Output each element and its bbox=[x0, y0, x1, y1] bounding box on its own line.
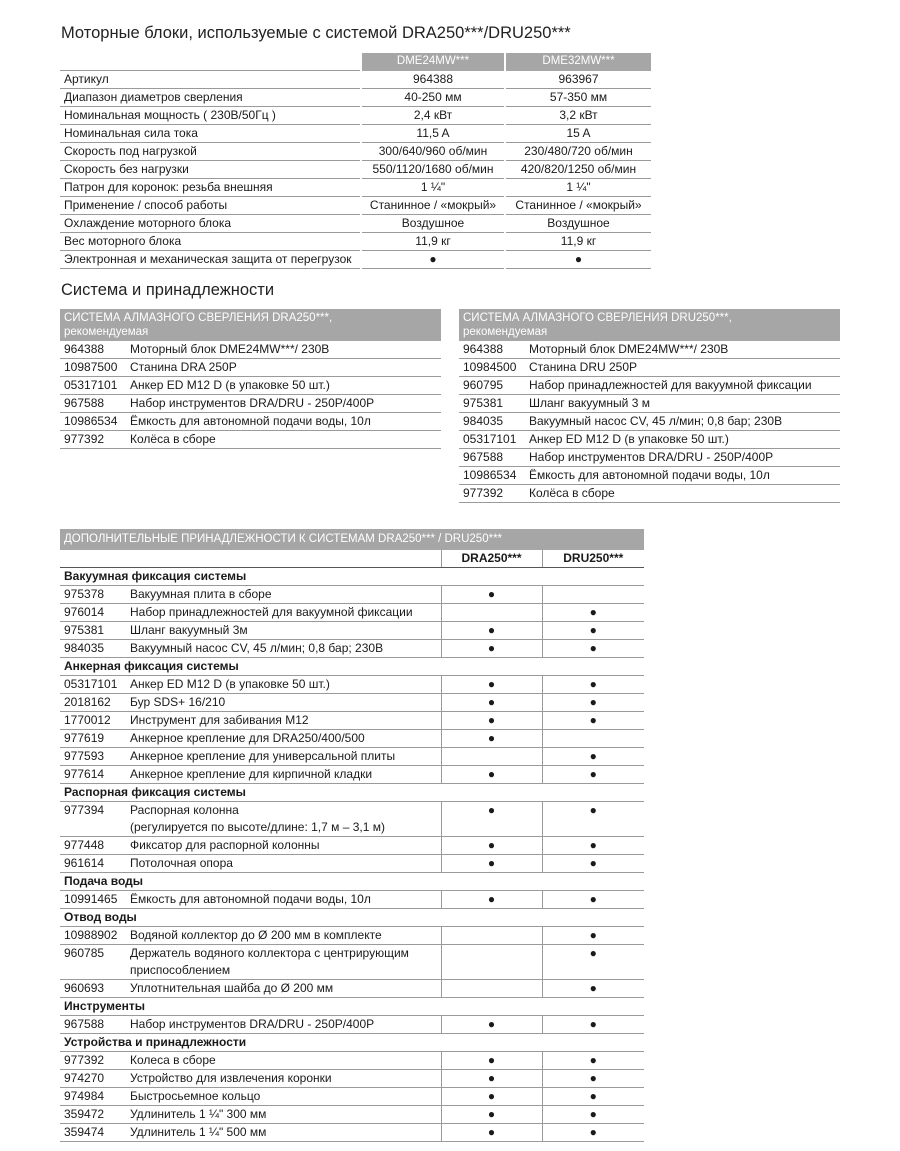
dru-compatibility: ● bbox=[542, 748, 644, 766]
item-name: Моторный блок DME24MW***/ 230B bbox=[525, 341, 840, 359]
dru-compatibility: ● bbox=[542, 676, 644, 694]
spec-value-dme32: 11,9 кг bbox=[505, 233, 651, 251]
dru-system-row bbox=[459, 341, 840, 359]
spec-row bbox=[60, 197, 651, 215]
item-name-cell bbox=[126, 980, 441, 998]
accessory-row bbox=[60, 891, 644, 909]
spec-value-dme32: Станинное / «мокрый» bbox=[505, 197, 651, 215]
spec-value-dme32: Воздушное bbox=[505, 215, 651, 233]
item-name: Колёса в сборе bbox=[525, 485, 840, 503]
item-name-cell bbox=[126, 748, 441, 766]
item-name-cell bbox=[126, 837, 441, 855]
item-name-cell bbox=[126, 802, 441, 837]
spec-label: Скорость под нагрузкой bbox=[60, 143, 361, 161]
accessory-row bbox=[60, 640, 644, 658]
item-name: Ёмкость для автономной подачи воды, 10л bbox=[126, 413, 441, 431]
article-number: 960785 bbox=[60, 945, 126, 980]
accessory-row bbox=[60, 748, 644, 766]
item-name: Анкер ED M12 D (в упаковке 50 шт.) bbox=[126, 377, 441, 395]
dru-compatibility bbox=[542, 730, 644, 748]
group-title: Анкерная фиксация системы bbox=[60, 658, 644, 676]
dru-system-row bbox=[459, 485, 840, 503]
dra-compatibility: ● bbox=[441, 694, 542, 712]
group-row bbox=[60, 1034, 644, 1052]
article-number: 977392 bbox=[60, 1052, 126, 1070]
article-number: 10988902 bbox=[60, 927, 126, 945]
dru-compatibility: ● bbox=[542, 622, 644, 640]
item-name-cell bbox=[126, 891, 441, 909]
dra-compatibility: ● bbox=[441, 1070, 542, 1088]
group-title: Инструменты bbox=[60, 998, 644, 1016]
item-name-cell bbox=[126, 927, 441, 945]
dra-compatibility: ● bbox=[441, 622, 542, 640]
article-number: 967588 bbox=[60, 395, 126, 413]
dru-compatibility: ● bbox=[542, 604, 644, 622]
article-number: 05317101 bbox=[60, 377, 126, 395]
article-number: 359474 bbox=[60, 1124, 126, 1142]
accessory-row bbox=[60, 945, 644, 980]
item-name-cell bbox=[126, 622, 441, 640]
item-name: Анкерное крепление для кирпичной кладки bbox=[130, 767, 373, 781]
item-name-cell bbox=[126, 694, 441, 712]
spec-value-dme24: 550/1120/1680 об/мин bbox=[361, 161, 505, 179]
article-number: 977448 bbox=[60, 837, 126, 855]
accessory-row bbox=[60, 1106, 644, 1124]
spec-row bbox=[60, 143, 651, 161]
item-name: Вакуумный насос CV, 45 л/мин; 0,8 бар; 230B bbox=[525, 413, 840, 431]
spec-label: Номинальная сила тока bbox=[60, 125, 361, 143]
article-number: 976014 bbox=[60, 604, 126, 622]
item-name: Уплотнительная шайба до Ø 200 мм bbox=[130, 981, 334, 995]
dru-system-row bbox=[459, 377, 840, 395]
article-number: 974984 bbox=[60, 1088, 126, 1106]
group-row bbox=[60, 658, 644, 676]
item-name: Набор принадлежностей для вакуумной фиксации bbox=[525, 377, 840, 395]
spec-label: Диапазон диаметров сверления bbox=[60, 89, 361, 107]
item-name-cell bbox=[126, 855, 441, 873]
spec-value-dme24: 964388 bbox=[361, 71, 505, 89]
article-number: 984035 bbox=[60, 640, 126, 658]
accessory-row bbox=[60, 712, 644, 730]
article-number: 967588 bbox=[459, 449, 525, 467]
accessories-table bbox=[60, 529, 644, 1142]
dra-compatibility: ● bbox=[441, 1016, 542, 1034]
article-number: 2018162 bbox=[60, 694, 126, 712]
item-name: Потолочная опора bbox=[130, 856, 233, 870]
dra-system-header: СИСТЕМА АЛМАЗНОГО СВЕРЛЕНИЯ DRA250***, рекомендуемая bbox=[60, 309, 441, 341]
dru-compatibility: ● bbox=[542, 1088, 644, 1106]
spec-value-dme24: Воздушное bbox=[361, 215, 505, 233]
item-name: Набор инструментов DRA/DRU - 250P/400P bbox=[126, 395, 441, 413]
item-name-cell bbox=[126, 730, 441, 748]
item-name-cell bbox=[126, 586, 441, 604]
column-header-dru: DRU250*** bbox=[542, 550, 644, 568]
item-name: Удлинитель 1 ¼" 500 мм bbox=[130, 1125, 267, 1139]
spec-value-dme24: 2,4 кВт bbox=[361, 107, 505, 125]
accessory-row bbox=[60, 676, 644, 694]
article-number: 359472 bbox=[60, 1106, 126, 1124]
accessory-row bbox=[60, 1052, 644, 1070]
item-name-cell bbox=[126, 945, 441, 980]
dru-compatibility: ● bbox=[542, 1070, 644, 1088]
dra-compatibility: ● bbox=[441, 766, 542, 784]
dra-compatibility: ● bbox=[441, 712, 542, 730]
dru-compatibility: ● bbox=[542, 1124, 644, 1142]
dra-compatibility: ● bbox=[441, 1106, 542, 1124]
article-number: 977614 bbox=[60, 766, 126, 784]
spec-label: Патрон для коронок: резьба внешняя bbox=[60, 179, 361, 197]
item-name: Удлинитель 1 ¼" 300 мм bbox=[130, 1107, 267, 1121]
spec-value-dme24: ● bbox=[361, 251, 505, 269]
dra-compatibility bbox=[441, 604, 542, 622]
group-row bbox=[60, 784, 644, 802]
item-name: Анкер ED M12 D (в упаковке 50 шт.) bbox=[525, 431, 840, 449]
accessory-row bbox=[60, 837, 644, 855]
dru-compatibility: ● bbox=[542, 712, 644, 730]
accessory-row bbox=[60, 855, 644, 873]
item-name-cell bbox=[126, 712, 441, 730]
spec-label: Вес моторного блока bbox=[60, 233, 361, 251]
dru-system-header: СИСТЕМА АЛМАЗНОГО СВЕРЛЕНИЯ DRU250***, рекомендуемая bbox=[459, 309, 840, 341]
group-row bbox=[60, 998, 644, 1016]
spec-value-dme32: 1 ¼" bbox=[505, 179, 651, 197]
dra-system-row bbox=[60, 413, 441, 431]
item-name-cell bbox=[126, 1106, 441, 1124]
article-number: 10986534 bbox=[459, 467, 525, 485]
dru-compatibility: ● bbox=[542, 802, 644, 837]
dru-system-row bbox=[459, 431, 840, 449]
dra-compatibility: ● bbox=[441, 891, 542, 909]
article-number: 977619 bbox=[60, 730, 126, 748]
item-name-line2: (регулируется по высоте/длине: 1,7 м – 3,1 м) bbox=[130, 820, 385, 834]
article-number: 974270 bbox=[60, 1070, 126, 1088]
item-name: Распорная колонна bbox=[130, 803, 239, 817]
article-number: 05317101 bbox=[459, 431, 525, 449]
article-number: 977593 bbox=[60, 748, 126, 766]
group-title: Вакуумная фиксация системы bbox=[60, 568, 644, 586]
item-name-cell bbox=[126, 1124, 441, 1142]
accessory-row bbox=[60, 1088, 644, 1106]
spec-row bbox=[60, 251, 651, 269]
item-name: Фиксатор для распорной колонны bbox=[130, 838, 320, 852]
article-number: 967588 bbox=[60, 1016, 126, 1034]
spec-label: Электронная и механическая защита от перегрузок bbox=[60, 251, 361, 269]
item-name: Моторный блок DME24MW***/ 230B bbox=[126, 341, 441, 359]
motor-specs-table bbox=[60, 53, 651, 269]
dra-system-row bbox=[60, 377, 441, 395]
dru-compatibility: ● bbox=[542, 766, 644, 784]
article-number: 960693 bbox=[60, 980, 126, 998]
dra-compatibility: ● bbox=[441, 730, 542, 748]
item-name: Набор инструментов DRA/DRU - 250P/400P bbox=[130, 1017, 375, 1031]
dru-compatibility: ● bbox=[542, 855, 644, 873]
article-number: 975381 bbox=[459, 395, 525, 413]
dru-compatibility: ● bbox=[542, 694, 644, 712]
item-name: Вакуумная плита в сборе bbox=[130, 587, 272, 601]
dru-system-row bbox=[459, 449, 840, 467]
accessory-row bbox=[60, 730, 644, 748]
dru-system-table bbox=[459, 309, 840, 503]
item-name: Анкерное крепление для универсальной плиты bbox=[130, 749, 396, 763]
accessory-row bbox=[60, 1016, 644, 1034]
spec-row bbox=[60, 89, 651, 107]
dra-compatibility: ● bbox=[441, 586, 542, 604]
spec-row bbox=[60, 161, 651, 179]
item-name-cell bbox=[126, 1088, 441, 1106]
spec-value-dme24: 300/640/960 об/мин bbox=[361, 143, 505, 161]
column-header-dra: DRA250*** bbox=[441, 550, 542, 568]
spec-value-dme24: 11,9 кг bbox=[361, 233, 505, 251]
item-name: Шланг вакуумный 3 м bbox=[525, 395, 840, 413]
dra-compatibility bbox=[441, 980, 542, 998]
group-title: Отвод воды bbox=[60, 909, 644, 927]
spec-label: Скорость без нагрузки bbox=[60, 161, 361, 179]
item-name-cell bbox=[126, 676, 441, 694]
item-name: Станина DRA 250P bbox=[126, 359, 441, 377]
item-name-line2: приспособлением bbox=[130, 963, 231, 977]
spec-label: Артикул bbox=[60, 71, 361, 89]
article-number: 960795 bbox=[459, 377, 525, 395]
dru-compatibility: ● bbox=[542, 891, 644, 909]
spec-row bbox=[60, 107, 651, 125]
spec-row bbox=[60, 215, 651, 233]
spec-row bbox=[60, 233, 651, 251]
item-name: Набор инструментов DRA/DRU - 250P/400P bbox=[525, 449, 840, 467]
dra-system-row bbox=[60, 359, 441, 377]
accessories-column-headers bbox=[60, 550, 644, 568]
dra-system-row bbox=[60, 431, 441, 449]
item-name-cell bbox=[126, 1070, 441, 1088]
dra-system-row bbox=[60, 395, 441, 413]
dru-compatibility: ● bbox=[542, 837, 644, 855]
spec-label: Номинальная мощность ( 230В/50Гц ) bbox=[60, 107, 361, 125]
item-name: Шланг вакуумный 3м bbox=[130, 623, 248, 637]
article-number: 10987500 bbox=[60, 359, 126, 377]
dra-compatibility: ● bbox=[441, 1052, 542, 1070]
spec-label: Охлаждение моторного блока bbox=[60, 215, 361, 233]
dra-compatibility bbox=[441, 927, 542, 945]
item-name: Держатель водяного коллектора с центрирующим bbox=[130, 946, 409, 960]
spec-value-dme32: 57-350 мм bbox=[505, 89, 651, 107]
spec-value-dme24: 1 ¼" bbox=[361, 179, 505, 197]
dru-system-row bbox=[459, 413, 840, 431]
item-name: Колеса в сборе bbox=[130, 1053, 216, 1067]
article-number: 1770012 bbox=[60, 712, 126, 730]
spec-label: Применение / способ работы bbox=[60, 197, 361, 215]
section-1-title: Моторные блоки, используемые с системой DRA250***/DRU250*** bbox=[61, 24, 571, 42]
column-header-dme24: DME24MW*** bbox=[361, 53, 505, 71]
group-title: Распорная фиксация системы bbox=[60, 784, 644, 802]
dru-compatibility bbox=[542, 586, 644, 604]
item-name: Ёмкость для автономной подачи воды, 10л bbox=[525, 467, 840, 485]
dru-compatibility: ● bbox=[542, 640, 644, 658]
article-number: 984035 bbox=[459, 413, 525, 431]
article-number: 975378 bbox=[60, 586, 126, 604]
dra-compatibility: ● bbox=[441, 640, 542, 658]
accessory-row bbox=[60, 802, 644, 837]
article-number: 964388 bbox=[459, 341, 525, 359]
article-number: 10984500 bbox=[459, 359, 525, 377]
article-number: 10991465 bbox=[60, 891, 126, 909]
item-name: Набор принадлежностей для вакуумной фиксации bbox=[130, 605, 413, 619]
accessory-row bbox=[60, 604, 644, 622]
item-name: Анкерное крепление для DRA250/400/500 bbox=[130, 731, 365, 745]
accessory-row bbox=[60, 694, 644, 712]
group-row bbox=[60, 568, 644, 586]
dra-compatibility: ● bbox=[441, 1124, 542, 1142]
dra-compatibility bbox=[441, 945, 542, 980]
dru-system-row bbox=[459, 395, 840, 413]
item-name-cell bbox=[126, 1052, 441, 1070]
dru-compatibility: ● bbox=[542, 1106, 644, 1124]
spec-value-dme24: 40-250 мм bbox=[361, 89, 505, 107]
item-name: Станина DRU 250P bbox=[525, 359, 840, 377]
spec-value-dme24: 11,5 A bbox=[361, 125, 505, 143]
item-name-cell bbox=[126, 766, 441, 784]
item-name: Бур SDS+ 16/210 bbox=[130, 695, 226, 709]
dru-compatibility: ● bbox=[542, 980, 644, 998]
column-header-dme32: DME32MW*** bbox=[505, 53, 651, 71]
section-2-title: Система и принадлежности bbox=[61, 281, 275, 299]
item-name-cell bbox=[126, 604, 441, 622]
dra-system-row bbox=[60, 341, 441, 359]
item-name: Быстросьемное кольцо bbox=[130, 1089, 261, 1103]
accessory-row bbox=[60, 1070, 644, 1088]
article-number: 961614 bbox=[60, 855, 126, 873]
accessory-row bbox=[60, 927, 644, 945]
dru-compatibility: ● bbox=[542, 1016, 644, 1034]
item-name: Инструмент для забивания M12 bbox=[130, 713, 309, 727]
item-name-cell bbox=[126, 640, 441, 658]
article-number: 977392 bbox=[60, 431, 126, 449]
dra-compatibility bbox=[441, 748, 542, 766]
dra-compatibility: ● bbox=[441, 1088, 542, 1106]
spec-row bbox=[60, 71, 651, 89]
spec-value-dme32: 15 A bbox=[505, 125, 651, 143]
article-number: 977394 bbox=[60, 802, 126, 837]
accessory-row bbox=[60, 586, 644, 604]
dru-system-row bbox=[459, 467, 840, 485]
article-number: 964388 bbox=[60, 341, 126, 359]
group-title: Подача воды bbox=[60, 873, 644, 891]
dra-system-table bbox=[60, 309, 441, 449]
article-number: 977392 bbox=[459, 485, 525, 503]
dra-compatibility: ● bbox=[441, 676, 542, 694]
spec-value-dme32: 3,2 кВт bbox=[505, 107, 651, 125]
dra-compatibility: ● bbox=[441, 855, 542, 873]
spec-value-dme24: Станинное / «мокрый» bbox=[361, 197, 505, 215]
group-row bbox=[60, 873, 644, 891]
dru-system-row bbox=[459, 359, 840, 377]
spec-value-dme32: 420/820/1250 об/мин bbox=[505, 161, 651, 179]
item-name: Ёмкость для автономной подачи воды, 10л bbox=[130, 892, 371, 906]
item-name: Водяной коллектор до Ø 200 мм в комплекте bbox=[130, 928, 382, 942]
accessory-row bbox=[60, 980, 644, 998]
group-title: Устройства и принадлежности bbox=[60, 1034, 644, 1052]
spec-value-dme32: ● bbox=[505, 251, 651, 269]
spec-value-dme32: 963967 bbox=[505, 71, 651, 89]
dra-compatibility: ● bbox=[441, 802, 542, 837]
spec-value-dme32: 230/480/720 об/мин bbox=[505, 143, 651, 161]
accessory-row bbox=[60, 1124, 644, 1142]
article-number: 975381 bbox=[60, 622, 126, 640]
article-number: 05317101 bbox=[60, 676, 126, 694]
item-name: Вакуумный насос CV, 45 л/мин; 0,8 бар; 230B bbox=[130, 641, 384, 655]
dru-compatibility: ● bbox=[542, 1052, 644, 1070]
item-name: Анкер ED M12 D (в упаковке 50 шт.) bbox=[130, 677, 330, 691]
accessory-row bbox=[60, 766, 644, 784]
accessory-row bbox=[60, 622, 644, 640]
group-row bbox=[60, 909, 644, 927]
dra-compatibility: ● bbox=[441, 837, 542, 855]
article-number: 10986534 bbox=[60, 413, 126, 431]
item-name: Устройство для извлечения коронки bbox=[130, 1071, 332, 1085]
spec-row bbox=[60, 125, 651, 143]
item-name: Колёса в сборе bbox=[126, 431, 441, 449]
spec-row bbox=[60, 179, 651, 197]
item-name-cell bbox=[126, 1016, 441, 1034]
dru-compatibility: ● bbox=[542, 927, 644, 945]
accessories-header: ДОПОЛНИТЕЛЬНЫЕ ПРИНАДЛЕЖНОСТИ К СИСТЕМАМ DRA250*** / DRU250*** bbox=[60, 529, 644, 550]
dru-compatibility: ● bbox=[542, 945, 644, 980]
